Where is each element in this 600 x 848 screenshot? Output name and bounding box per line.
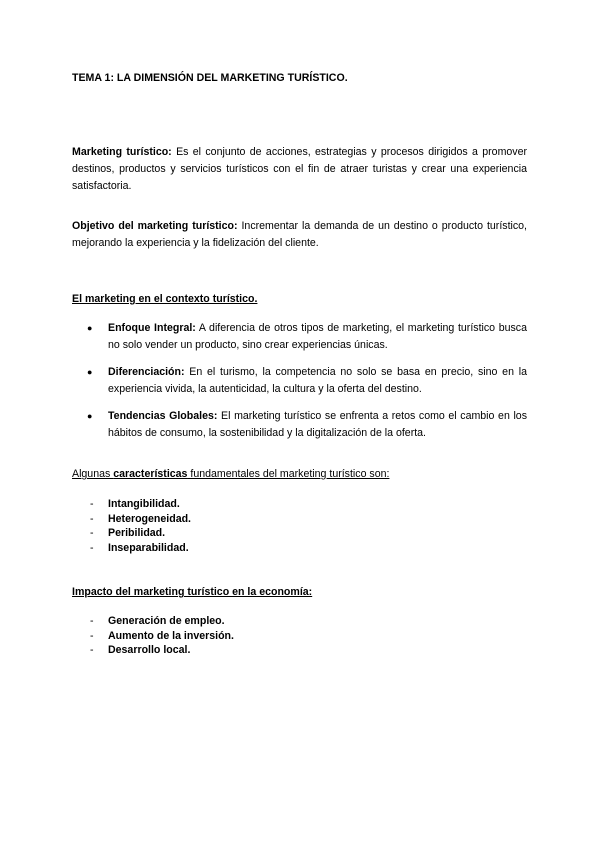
item-text: Intangibilidad. bbox=[108, 498, 180, 510]
item-text: Aumento de la inversión. bbox=[108, 629, 234, 642]
definition-term: Marketing turístico: bbox=[72, 146, 172, 158]
dash-marker: - bbox=[90, 644, 94, 656]
list-item bbox=[72, 614, 527, 629]
list-item bbox=[72, 541, 527, 556]
impact-list bbox=[72, 614, 527, 658]
dash-marker: - bbox=[90, 615, 94, 627]
impact-heading: Impacto del marketing turístico en la economía: bbox=[72, 586, 313, 598]
list-item bbox=[72, 497, 527, 512]
dash-marker: - bbox=[90, 629, 94, 642]
item-term: Diferenciación: bbox=[108, 366, 185, 378]
dash-marker: - bbox=[90, 512, 94, 525]
document-title: TEMA 1: LA DIMENSIÓN DEL MARKETING TURÍSTICO. bbox=[72, 72, 348, 84]
intro-post: fundamentales del marketing turístico son: bbox=[187, 468, 390, 480]
item-text: El marketing turístico se enfrenta a retos como el cambio en los hábitos de consumo, la sostenibilidad y la digitalización de la oferta. bbox=[108, 410, 527, 439]
item-text: Heterogeneidad. bbox=[108, 512, 192, 525]
list-item bbox=[72, 526, 527, 541]
dash-marker: - bbox=[90, 498, 94, 510]
characteristics-list bbox=[72, 497, 527, 555]
context-heading: El marketing en el contexto turístico. bbox=[72, 293, 258, 305]
item-text: Peribilidad. bbox=[108, 527, 166, 539]
dash-marker: - bbox=[90, 541, 94, 554]
objective-term: Objetivo del marketing turístico: bbox=[72, 220, 238, 232]
item-text: En el turismo, la competencia no solo se basa en precio, sino en la experiencia vivida, la autenticidad, la cultura y la oferta del destino. bbox=[108, 366, 527, 395]
bullet-icon: ● bbox=[87, 411, 93, 421]
list-item bbox=[72, 512, 527, 527]
item-term: Enfoque Integral: bbox=[108, 322, 196, 334]
intro-bold: características bbox=[113, 468, 188, 480]
list-item bbox=[72, 643, 527, 658]
definition-text: Es el conjunto de acciones, estrategias y procesos dirigidos a promover destinos, productos y servicios turísticos con el fin de atraer turistas y crear una experiencia satisfactoria. bbox=[72, 146, 527, 192]
item-text: Desarrollo local. bbox=[108, 644, 191, 656]
dash-marker: - bbox=[90, 527, 94, 539]
characteristics-intro bbox=[72, 466, 527, 483]
item-term: Tendencias Globales: bbox=[108, 410, 218, 422]
item-text: A diferencia de otros tipos de marketing, el marketing turístico busca no solo vender un producto, sino crear experiencias únicas. bbox=[108, 322, 527, 351]
context-list-container bbox=[72, 320, 527, 452]
definition-paragraph bbox=[72, 144, 527, 195]
item-text: Inseparabilidad. bbox=[108, 541, 189, 554]
item-text: Generación de empleo. bbox=[108, 615, 225, 627]
bullet-icon: ● bbox=[87, 367, 93, 377]
bullet-icon: ● bbox=[87, 323, 93, 333]
list-item bbox=[72, 320, 527, 354]
objective-paragraph bbox=[72, 218, 527, 252]
objective-text: Incrementar la demanda de un destino o producto turístico, mejorando la experiencia y la fidelización del cliente. bbox=[72, 220, 528, 249]
impact-list-container bbox=[72, 614, 527, 658]
context-list bbox=[72, 320, 527, 442]
characteristics-list-container bbox=[72, 497, 527, 555]
list-item bbox=[72, 629, 527, 644]
list-item bbox=[72, 364, 527, 398]
intro-pre: Algunas bbox=[72, 468, 114, 480]
list-item bbox=[72, 408, 527, 442]
